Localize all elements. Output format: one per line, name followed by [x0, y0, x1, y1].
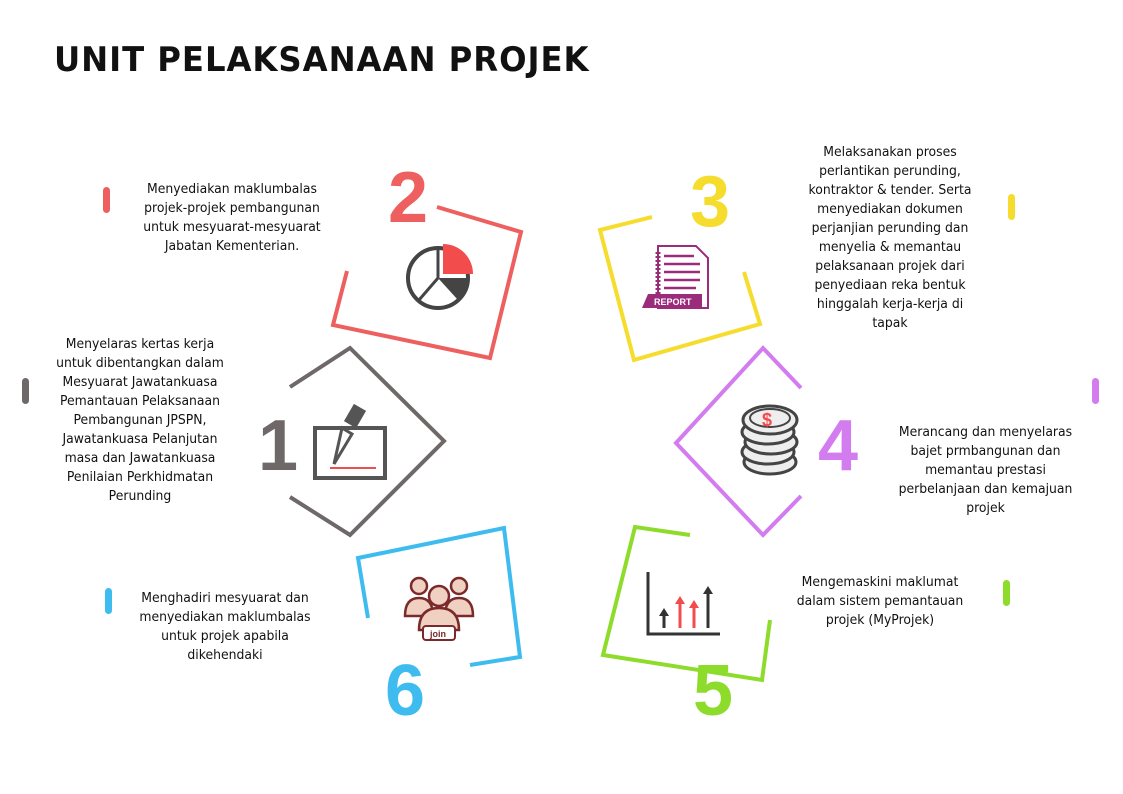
step-number-3: 3 [690, 162, 731, 242]
report-document-icon [636, 244, 716, 312]
pie-chart-icon [403, 240, 478, 315]
step-1-description: Menyelaras kertas kerja untuk dibentangkan dalam Mesyuarat Jawatankuasa Pemantauan Pelaksanaan Pembangunan JPSPN, Jawatankuasa Pelanjutan masa dan Jawatankuasa Penilaian Perkhidmatan Perunding [56, 336, 224, 504]
page-title: UNIT PELAKSANAAN PROJEK [54, 40, 590, 80]
step-3-description: Melaksanakan proses perlantikan perunding, kontraktor & tender. Serta menyediakan dokumen perjanjian perunding dan menyelia & memantau pelaksanaan projek dari penyediaan reka bentuk hinggalah kerja-kerja di tapak [808, 144, 972, 331]
step-number-4: 4 [818, 406, 859, 486]
svg-text:$: $ [762, 410, 773, 430]
step-6-description: Menghadiri mesyuarat dan menyediakan maklumbalas untuk projek apabila dikehendaki [139, 590, 311, 663]
bullet-step-6 [105, 588, 112, 614]
step-5-description: Mengemaskini maklumat dalam sistem pemantauan projek (MyProjek) [796, 574, 964, 628]
step-number-1: 1 [258, 406, 299, 486]
step-2-description: Menyediakan maklumbalas projek-projek pembangunan untuk mesyuarat-mesyuarat Jabatan Kementerian. [143, 181, 321, 254]
step-number-5: 5 [693, 651, 734, 731]
bullet-step-1 [22, 378, 29, 404]
report-label: REPORT [654, 297, 692, 307]
step-4-description: Merancang dan menyelaras bajet prmbangunan dan memantau prestasi perbelanjaan dan kemajuan projek [898, 424, 1073, 516]
join-label: join [430, 629, 446, 639]
bullet-step-2 [103, 187, 110, 213]
bullet-step-5 [1003, 580, 1010, 606]
people-join-icon [403, 572, 475, 644]
step-number-2: 2 [388, 158, 429, 238]
bar-chart-arrows-icon [644, 570, 722, 638]
bullet-step-4 [1092, 378, 1099, 404]
coins-icon [738, 402, 806, 480]
step-number-6: 6 [385, 651, 426, 731]
pen-document-icon [312, 402, 390, 482]
bullet-step-3 [1008, 194, 1015, 220]
